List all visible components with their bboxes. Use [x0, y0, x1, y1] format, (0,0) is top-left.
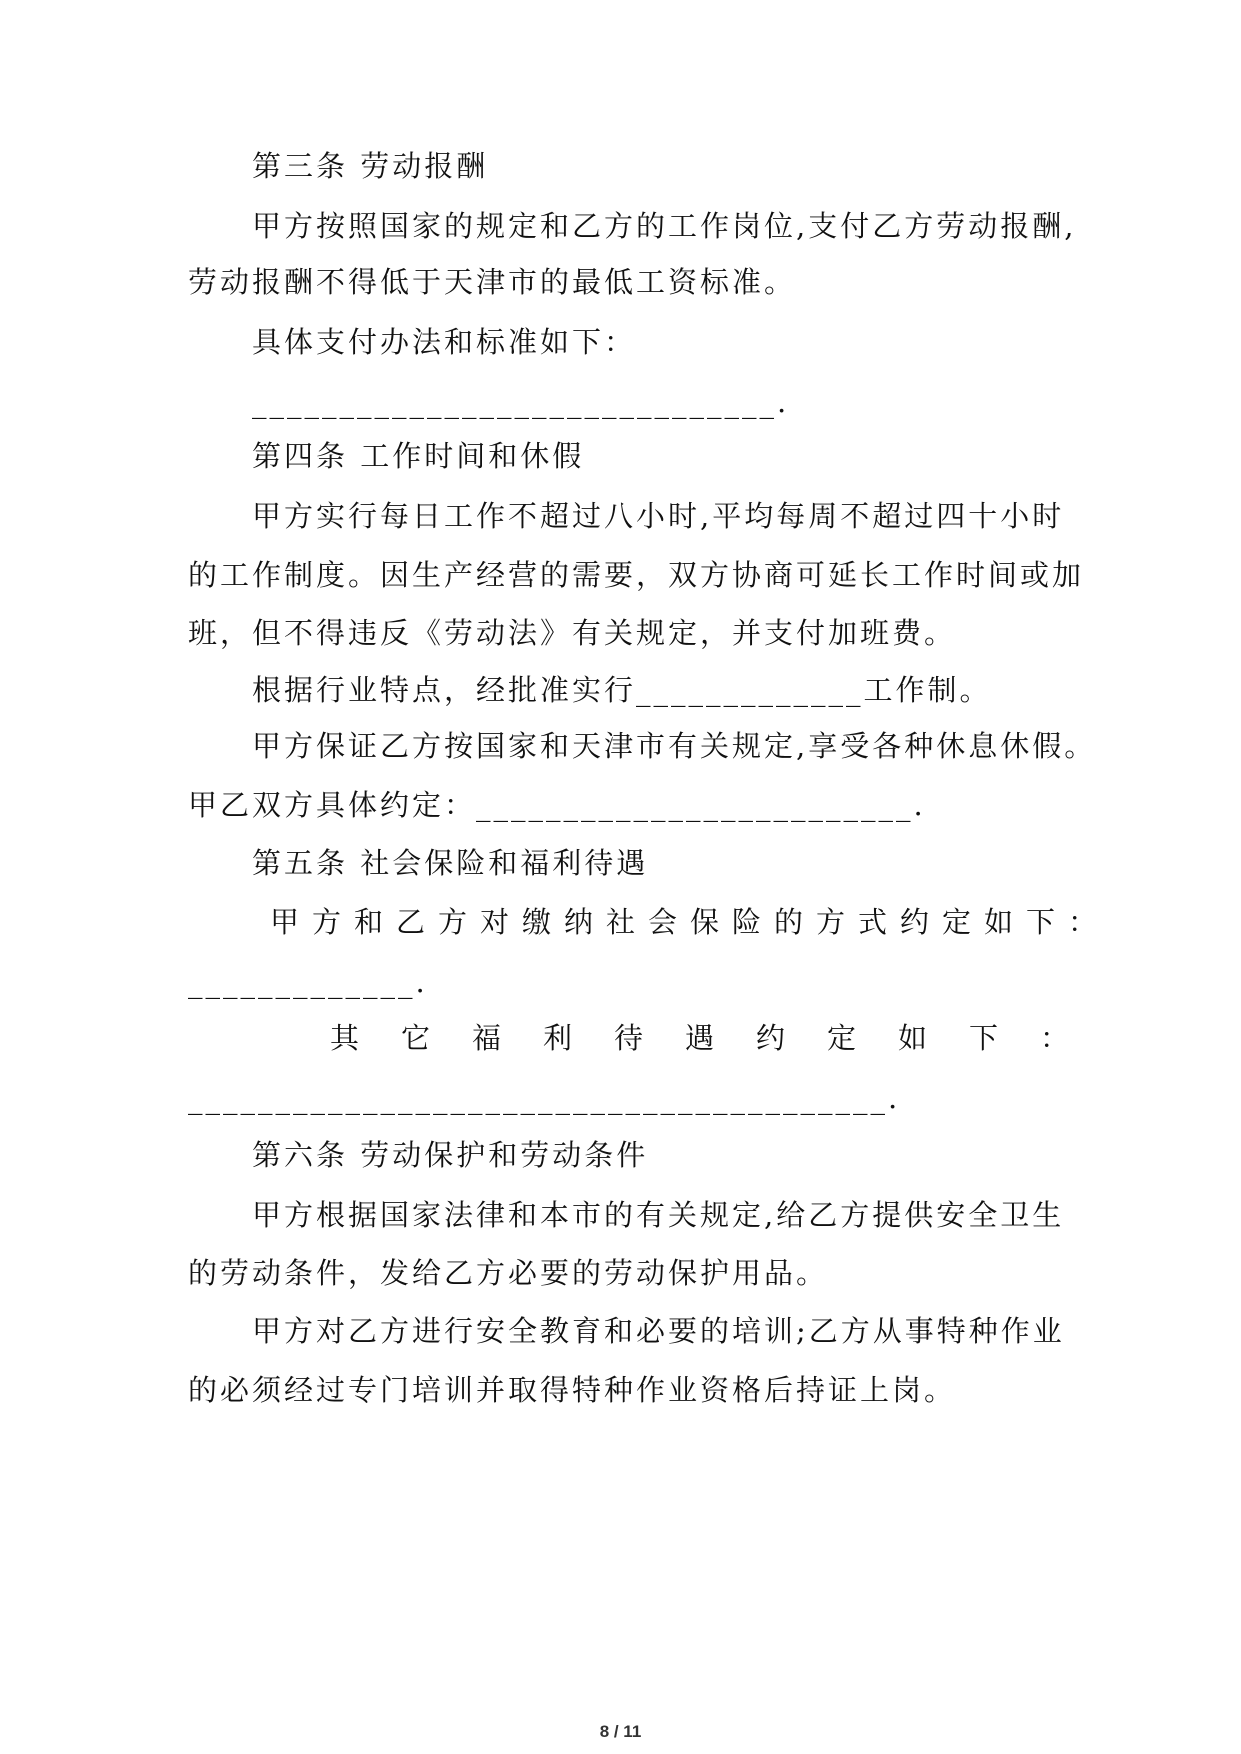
article-3-heading: 第三条 劳动报酬	[252, 149, 489, 183]
paragraph-line: 根据行业特点，经批准实行_____________工作制。	[252, 673, 992, 707]
paragraph-line: 甲方根据国家法律和本市的有关规定,给乙方提供安全卫生	[252, 1198, 1065, 1232]
paragraph-line: 甲方和乙方对缴纳社会保险的方式约定如下：	[270, 905, 1111, 939]
paragraph-line: 具体支付办法和标准如下：	[252, 325, 637, 359]
paragraph-line: 甲方按照国家的规定和乙方的工作岗位,支付乙方劳动报酬,	[252, 209, 1077, 243]
paragraph-line: 甲方对乙方进行安全教育和必要的培训;乙方从事特种作业	[252, 1314, 1065, 1348]
article-4-heading: 第四条 工作时间和休假	[252, 439, 585, 473]
blank-fill-line: ________________________________________.	[188, 1081, 901, 1115]
paragraph-line: 班，但不得违反《劳动法》有关规定，并支付加班费。	[188, 616, 957, 650]
paragraph-line: 的劳动条件，发给乙方必要的劳动保护用品。	[188, 1256, 829, 1290]
article-6-heading: 第六条 劳动保护和劳动条件	[252, 1138, 649, 1172]
paragraph-line: 的必须经过专门培训并取得特种作业资格后持证上岗。	[188, 1373, 957, 1407]
blank-fill-line: _____________.	[188, 965, 428, 999]
paragraph-line: 甲方保证乙方按国家和天津市有关规定,享受各种休息休假。	[252, 729, 1097, 763]
paragraph-line: 其它福利待遇约定如下：	[330, 1021, 1112, 1055]
paragraph-line: 甲乙双方具体约定：_________________________.	[188, 788, 926, 822]
paragraph-line: 劳动报酬不得低于天津市的最低工资标准。	[188, 265, 797, 299]
article-5-heading: 第五条 社会保险和福利待遇	[252, 846, 649, 880]
paragraph-line: 的工作制度。因生产经营的需要，双方协商可延长工作时间或加	[188, 558, 1085, 592]
blank-fill-line: ______________________________.	[252, 385, 790, 419]
page-number: 8 / 11	[599, 1722, 642, 1741]
paragraph-line: 甲方实行每日工作不超过八小时,平均每周不超过四十小时	[252, 499, 1065, 533]
